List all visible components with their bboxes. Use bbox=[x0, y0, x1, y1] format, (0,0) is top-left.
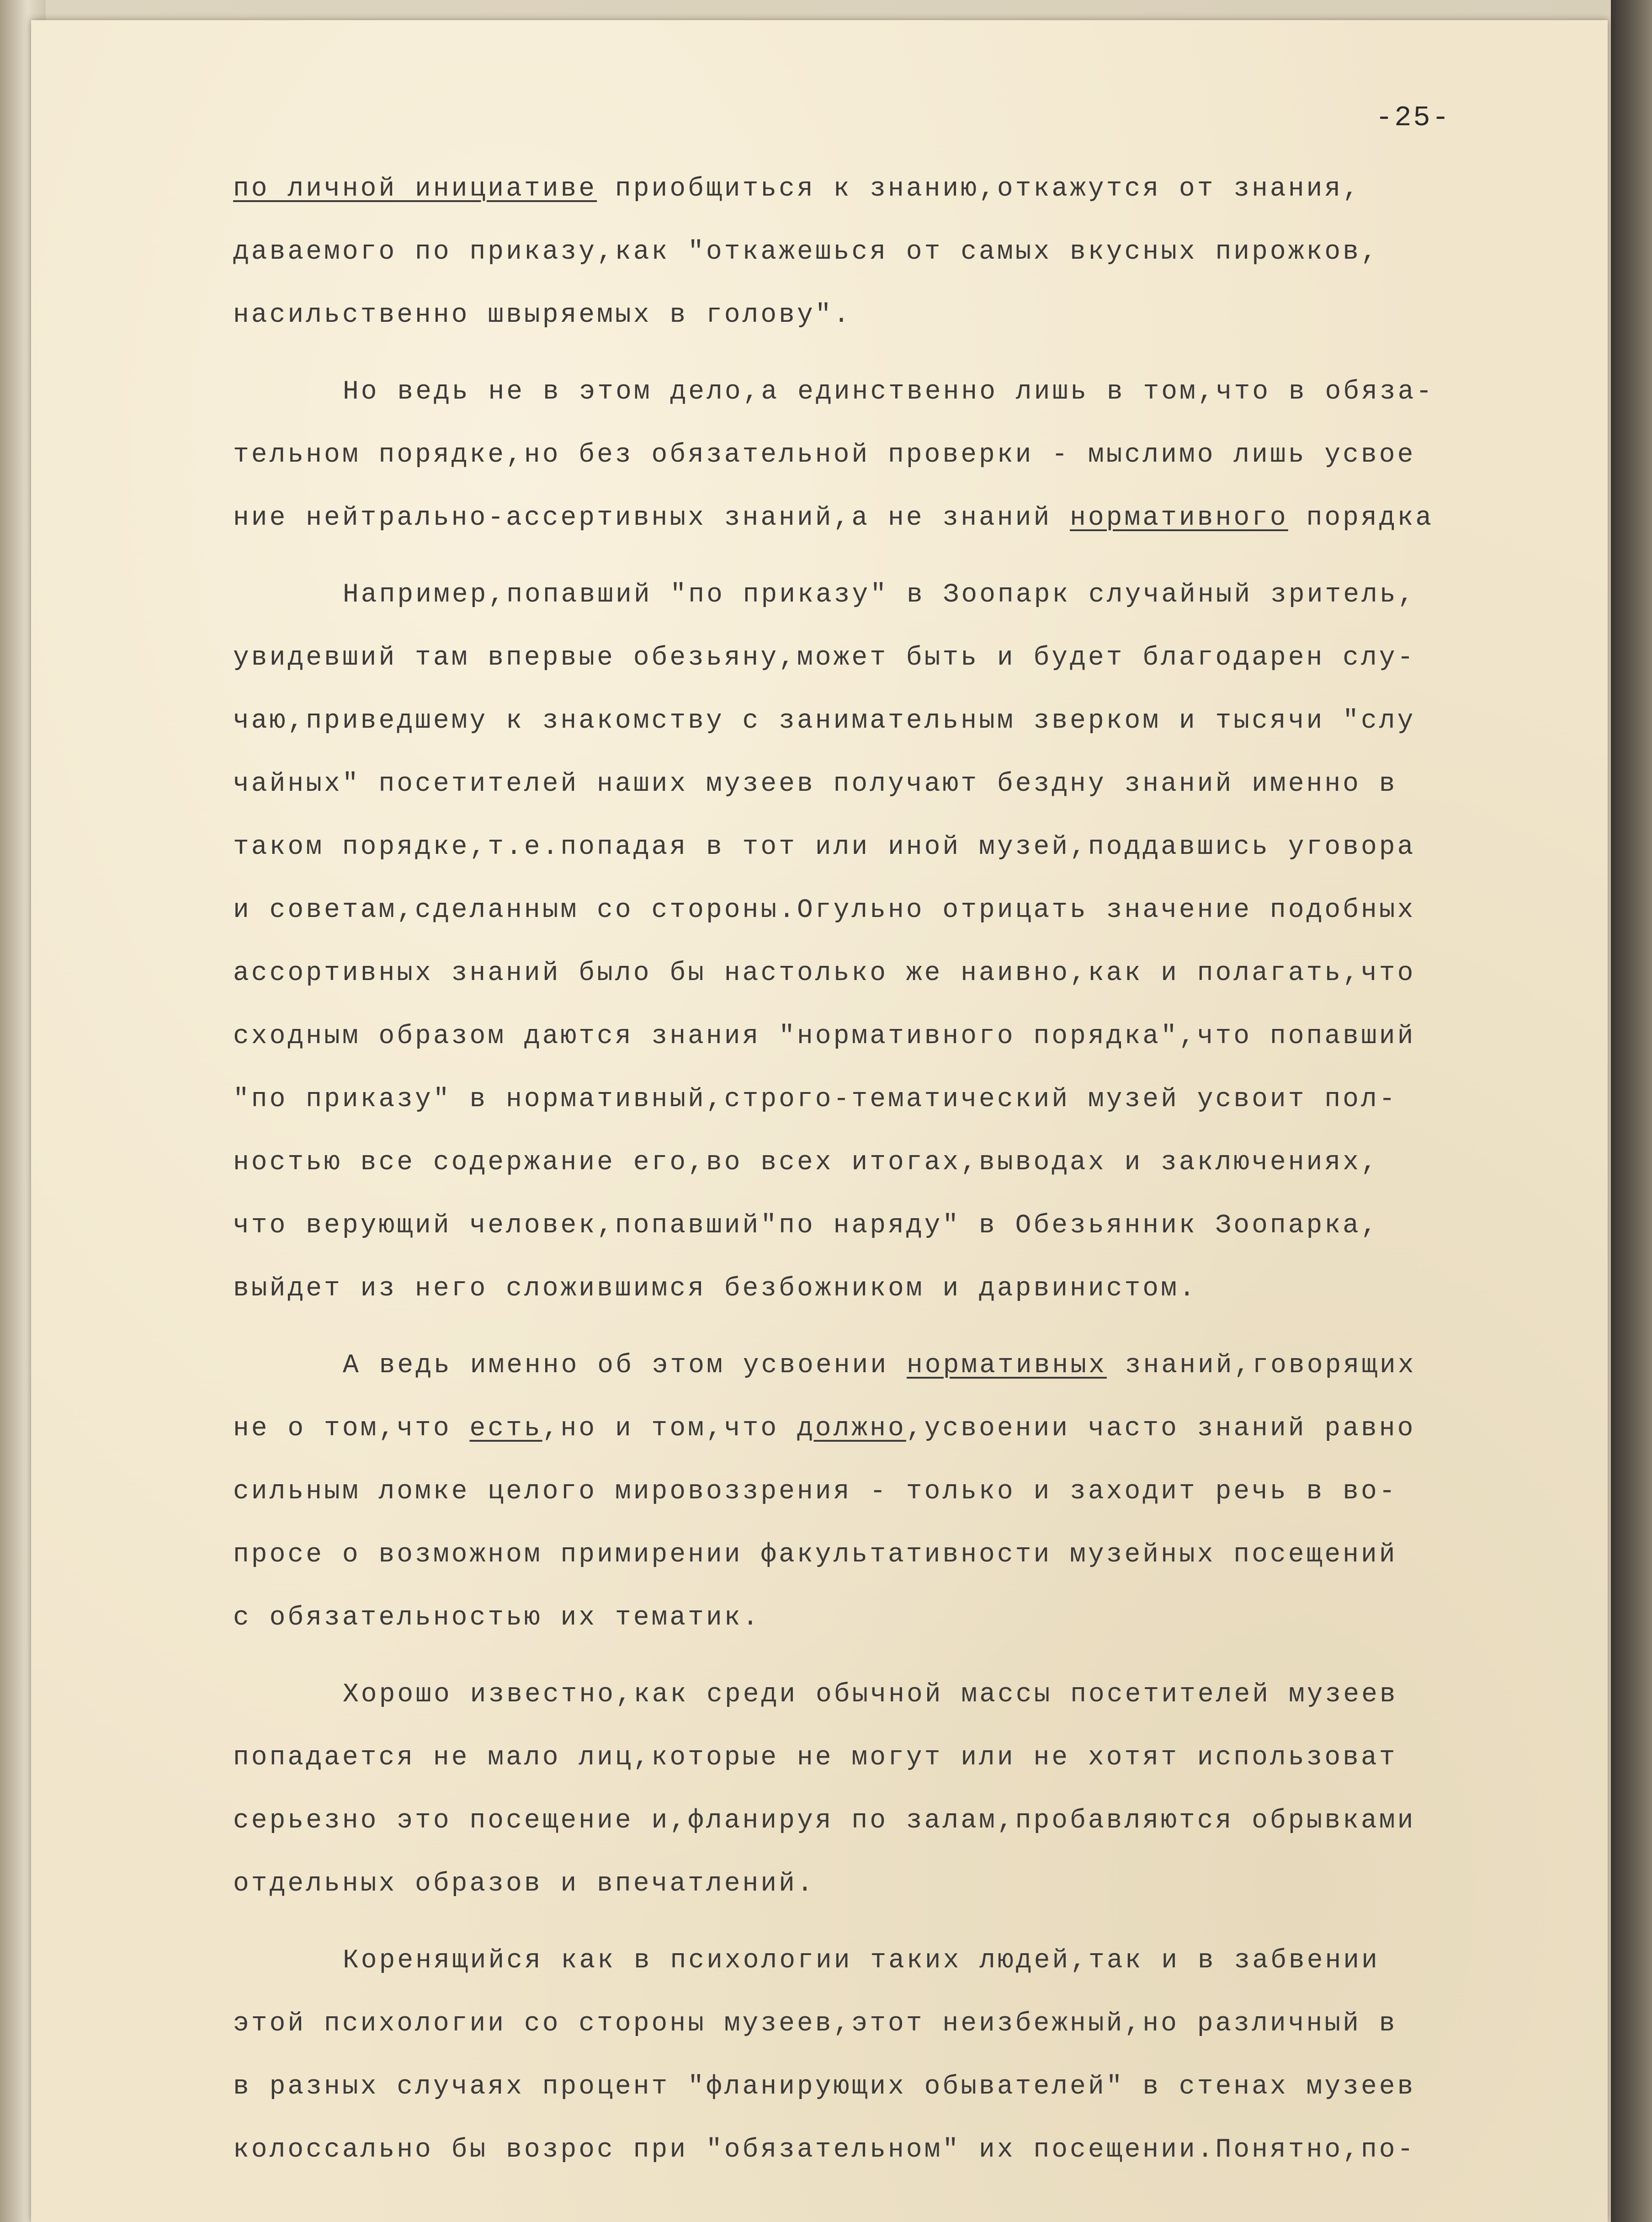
binding-shadow bbox=[1611, 0, 1652, 2222]
text-run: даваемого по приказу,как "откажешься от самых вкусных пирожков, bbox=[233, 237, 1379, 267]
text-run: увидевший там впервые обезьяну,может быть и будет благодарен слу- bbox=[233, 643, 1416, 673]
paragraph-gap bbox=[233, 1916, 1581, 1929]
paragraph-gap bbox=[233, 347, 1581, 361]
text-run: приобщиться к знанию,откажутся от знания, bbox=[597, 174, 1361, 204]
text-line bbox=[233, 942, 1581, 1005]
text-line bbox=[233, 1131, 1581, 1194]
text-run: что верующий человек,попавший"по наряду" в Обезьянник Зоопарка, bbox=[233, 1211, 1379, 1241]
text-run: сильным ломке целого мировоззрения - только и заходит речь в во- bbox=[233, 1477, 1397, 1507]
text-line bbox=[233, 816, 1581, 879]
text-run: Хорошо известно,как среди обычной массы посетителей музеев bbox=[343, 1680, 1398, 1710]
text-line bbox=[233, 1460, 1581, 1524]
text-line bbox=[233, 2056, 1581, 2119]
text-line bbox=[233, 879, 1581, 942]
text-line bbox=[233, 1587, 1581, 1650]
paragraph-gap bbox=[233, 1321, 1581, 1334]
paragraph bbox=[233, 564, 1581, 1321]
text-run: тельном порядке,но без обязательной проверки - мыслимо лишь усвое bbox=[233, 440, 1416, 470]
text-line bbox=[233, 627, 1581, 690]
text-line bbox=[233, 1663, 1581, 1726]
underlined-phrase: есть bbox=[469, 1414, 542, 1444]
text-run: порядка bbox=[1288, 503, 1434, 533]
text-run: ассортивных знаний было бы настолько же наивно,как и полагать,что bbox=[233, 959, 1416, 988]
text-line bbox=[233, 2119, 1581, 2182]
text-run: насильственно швыряемых в голову". bbox=[233, 300, 852, 330]
paragraph bbox=[233, 1929, 1581, 2182]
text-line bbox=[233, 1993, 1581, 2056]
text-run: чайных" посетителей наших музеев получают бездну знаний именно в bbox=[233, 769, 1397, 799]
text-run: отдельных образов и впечатлений. bbox=[233, 1869, 815, 1899]
underlined-phrase: нормативного bbox=[1070, 503, 1288, 533]
text-run: Коренящийся как в психологии таких людей,так и в забвении bbox=[343, 1946, 1380, 1976]
text-run: таком порядке,т.е.попадая в тот или иной музей,поддавшись уговора bbox=[233, 832, 1416, 862]
text-run: попадается не мало лиц,которые не могут или не хотят использоват bbox=[233, 1743, 1397, 1773]
text-line bbox=[233, 1258, 1581, 1321]
text-line bbox=[233, 1334, 1581, 1397]
underlined-phrase: должно bbox=[797, 1414, 906, 1444]
text-line bbox=[233, 1524, 1581, 1587]
text-line bbox=[233, 1397, 1581, 1460]
page-number: -25- bbox=[1376, 101, 1451, 134]
text-run: и советам,сделанным со стороны.Огульно отрицать значение подобных bbox=[233, 895, 1416, 925]
text-line bbox=[233, 1726, 1581, 1790]
paragraph-gap bbox=[233, 550, 1581, 564]
text-run: ние нейтрально-ассертивных знаний,а не знаний bbox=[233, 503, 1070, 533]
text-run: "по приказу" в нормативный,строго-тематический музей усвоит пол- bbox=[233, 1085, 1397, 1114]
text-run: А ведь именно об этом усвоении bbox=[343, 1351, 907, 1380]
text-line bbox=[233, 361, 1581, 424]
text-run: просе о возможном примирении факультативности музейных посещений bbox=[233, 1540, 1397, 1570]
text-line bbox=[233, 221, 1581, 284]
text-run: Но ведь не в этом дело,а единственно лишь в том,что в обяза- bbox=[343, 377, 1434, 407]
text-line bbox=[233, 424, 1581, 487]
text-line bbox=[233, 1853, 1581, 1916]
paragraph bbox=[233, 1334, 1581, 1650]
underlined-phrase: нормативных bbox=[906, 1351, 1107, 1380]
text-run: колоссально бы возрос при "обязательном" их посещении.Понятно,по- bbox=[233, 2135, 1416, 2165]
paragraph bbox=[233, 1663, 1581, 1916]
paragraph-gap bbox=[233, 1650, 1581, 1663]
text-run: ,усвоении часто знаний равно bbox=[906, 1414, 1416, 1444]
text-run: знаний,говорящих bbox=[1106, 1351, 1416, 1380]
text-run: ностью все содержание его,во всех итогах,выводах и заключениях, bbox=[233, 1148, 1379, 1178]
text-line bbox=[233, 1194, 1581, 1258]
text-run: выйдет из него сложившимся безбожником и дарвинистом. bbox=[233, 1274, 1197, 1304]
text-run: чаю,приведшему к знакомству с занимательным зверком и тысячи "слу bbox=[233, 706, 1416, 736]
text-run: ,но и том,что bbox=[542, 1414, 797, 1444]
text-line bbox=[233, 1790, 1581, 1853]
text-line bbox=[233, 487, 1581, 550]
text-line bbox=[233, 753, 1581, 816]
text-line bbox=[233, 1929, 1581, 1993]
text-run: серьезно это посещение и,фланируя по залам,пробавляются обрывками bbox=[233, 1806, 1416, 1836]
text-run: не о том,что bbox=[233, 1414, 470, 1444]
text-line bbox=[233, 158, 1581, 221]
underlined-phrase: по личной инициативе bbox=[233, 174, 597, 204]
text-line bbox=[233, 284, 1581, 347]
text-line bbox=[233, 690, 1581, 753]
text-run: в разных случаях процент "фланирующих обывателей" в стенах музеев bbox=[233, 2072, 1416, 2102]
text-line bbox=[233, 1005, 1581, 1068]
paragraph bbox=[233, 158, 1581, 347]
text-run: Например,попавший "по приказу" в Зоопарк случайный зритель, bbox=[343, 580, 1416, 610]
text-run: этой психологии со стороны музеев,этот неизбежный,но различный в bbox=[233, 2009, 1397, 2039]
text-run: с обязательностью их тематик. bbox=[233, 1603, 761, 1633]
text-run: сходным образом даются знания "нормативного порядка",что попавший bbox=[233, 1022, 1416, 1051]
body-text bbox=[233, 158, 1581, 2182]
paragraph bbox=[233, 361, 1581, 550]
text-line bbox=[233, 564, 1581, 627]
text-line bbox=[233, 1068, 1581, 1131]
